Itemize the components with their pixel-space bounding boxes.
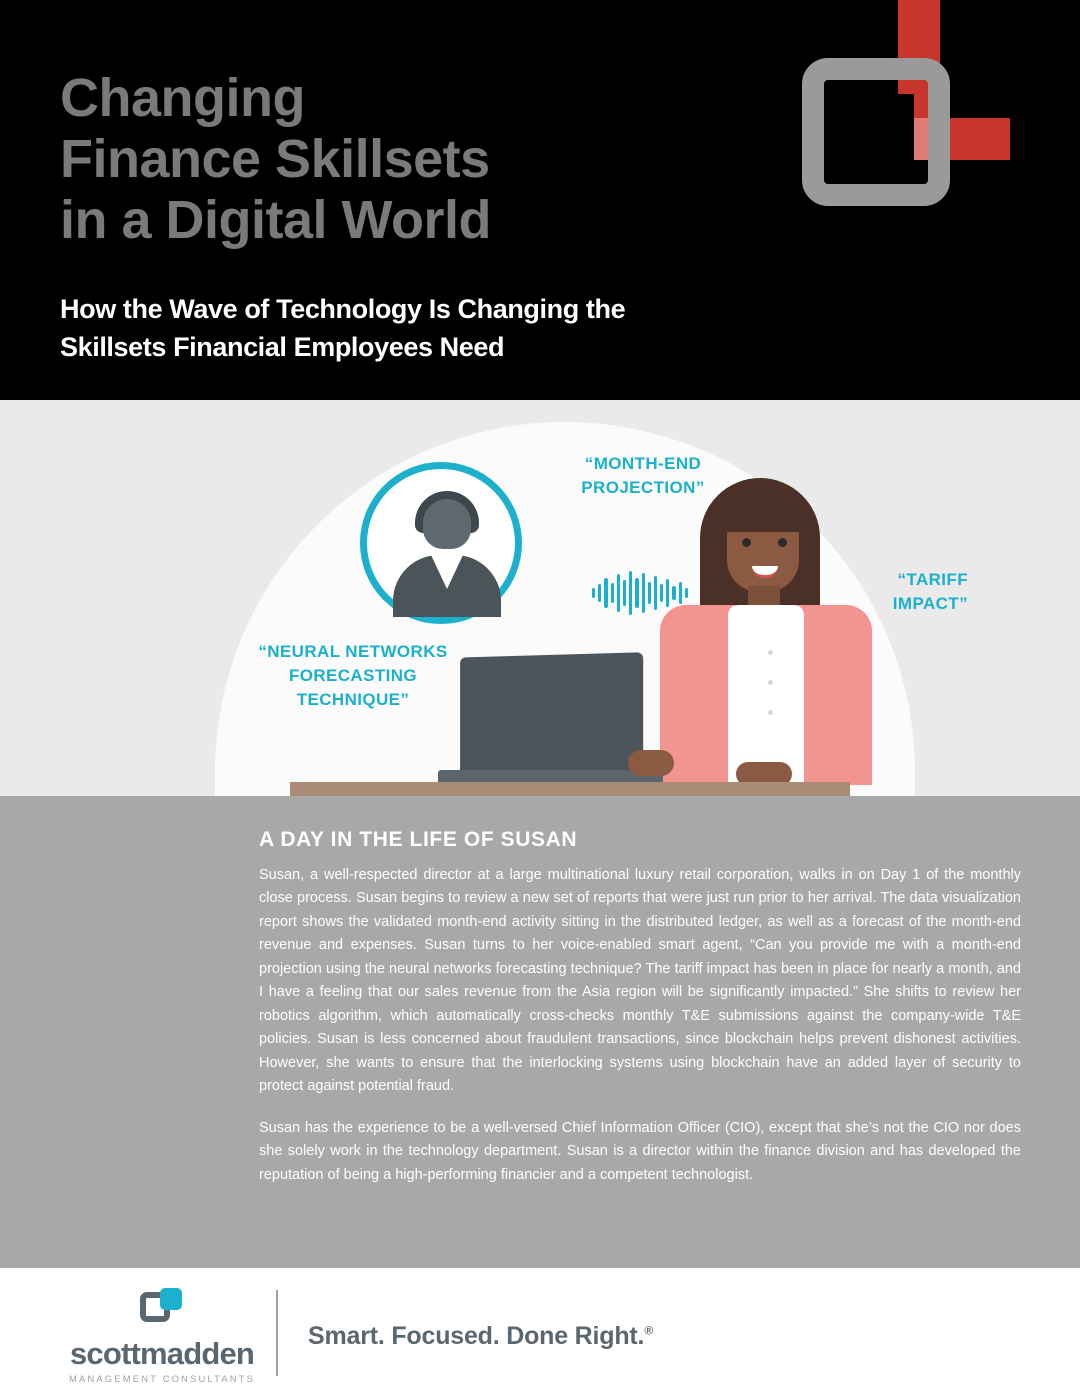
footer-divider xyxy=(276,1290,278,1376)
callout-neural-networks: “NEURAL NETWORKS FORECASTING TECHNIQUE” xyxy=(258,642,448,710)
company-logo xyxy=(62,1288,262,1385)
body-paragraph-1: Susan, a well-respected director at a large multinational luxury retail corporation, walks in on Day 1 of the monthly close process. Susan begins to review a new set of reports that were just run prior to her arrival. The data visualization report shows the validated month-end activity sitting in the distributed ledger, as well as a forecast of the month-end revenue and expenses. Susan turns to her voice-enabled smart agent, “Can you provide me with a month-end projection using the neural networks forecasting technique? The tariff impact has been in place for nearly a month, and I have a feeling that our sales revenue from the Asia region will be significantly impacted.” She shifts to review her robotics algorithm, which automatically cross-checks monthly T&E submissions against the company-wide T&E policies. Susan is less concerned about fraudulent transactions, since blockchain helps prevent dishonest activities. However, she wants to ensure that the interlocking systems using blockchain have an added layer of security to protect against potential fraud. xyxy=(259,867,1021,1095)
logo-accent-tile xyxy=(160,1288,182,1310)
brand-mark-gray-inner xyxy=(838,94,914,170)
person-jacket-right xyxy=(792,605,872,785)
scottmadden-logo-icon xyxy=(134,1288,190,1334)
person-shirt-button xyxy=(768,710,773,715)
body-heading: A DAY IN THE LIFE OF SUSAN xyxy=(259,828,578,851)
person-eye-right xyxy=(778,538,787,547)
page-title xyxy=(60,68,760,251)
person-shirt xyxy=(728,605,804,785)
logo-subtitle: MANAGEMENT CONSULTANTS xyxy=(68,1374,256,1385)
person-eye-left xyxy=(742,538,751,547)
footer-tagline xyxy=(308,1322,653,1351)
registered-mark: ® xyxy=(644,1323,653,1338)
footer-tagline-text: Smart. Focused. Done Right. xyxy=(308,1322,645,1350)
person-hand-left xyxy=(628,750,674,776)
callout-month-end: “MONTH-END PROJECTION” xyxy=(581,454,705,498)
laptop-screen xyxy=(460,652,643,776)
body-paragraph-2: Susan has the experience to be a well-versed Chief Information Officer (CIO), except that she’s not the CIO nor does she solely work in the technology department. Susan is a director within the finance division and has developed the reputation of being a high-performing financier and a competent technologist. xyxy=(259,1119,1021,1183)
body-content xyxy=(259,828,1021,1205)
footer-band xyxy=(0,1268,1080,1398)
brand-mark-icon xyxy=(780,0,1010,250)
page-subtitle xyxy=(60,290,760,367)
desk-surface xyxy=(290,782,850,796)
logo-wordmark: scottmadden xyxy=(69,1336,255,1371)
avatar-bubble-icon xyxy=(360,462,522,624)
avatar-head xyxy=(423,499,471,549)
title-line-1: Changing xyxy=(60,68,305,128)
callout-tariff-impact: “TARIFF IMPACT” xyxy=(892,570,968,614)
title-line-3: in a Digital World xyxy=(60,190,492,251)
person-shirt-button xyxy=(768,680,773,685)
subtitle-line-2: Skillsets Financial Employees Need xyxy=(60,332,505,363)
body-band xyxy=(0,796,1080,1268)
person-shirt-button xyxy=(768,650,773,655)
subtitle-line-1: How the Wave of Technology Is Changing the xyxy=(60,294,626,324)
header-band xyxy=(0,0,1080,400)
title-line-2: Finance Skillsets xyxy=(60,129,490,190)
illustration-band xyxy=(0,400,1080,796)
